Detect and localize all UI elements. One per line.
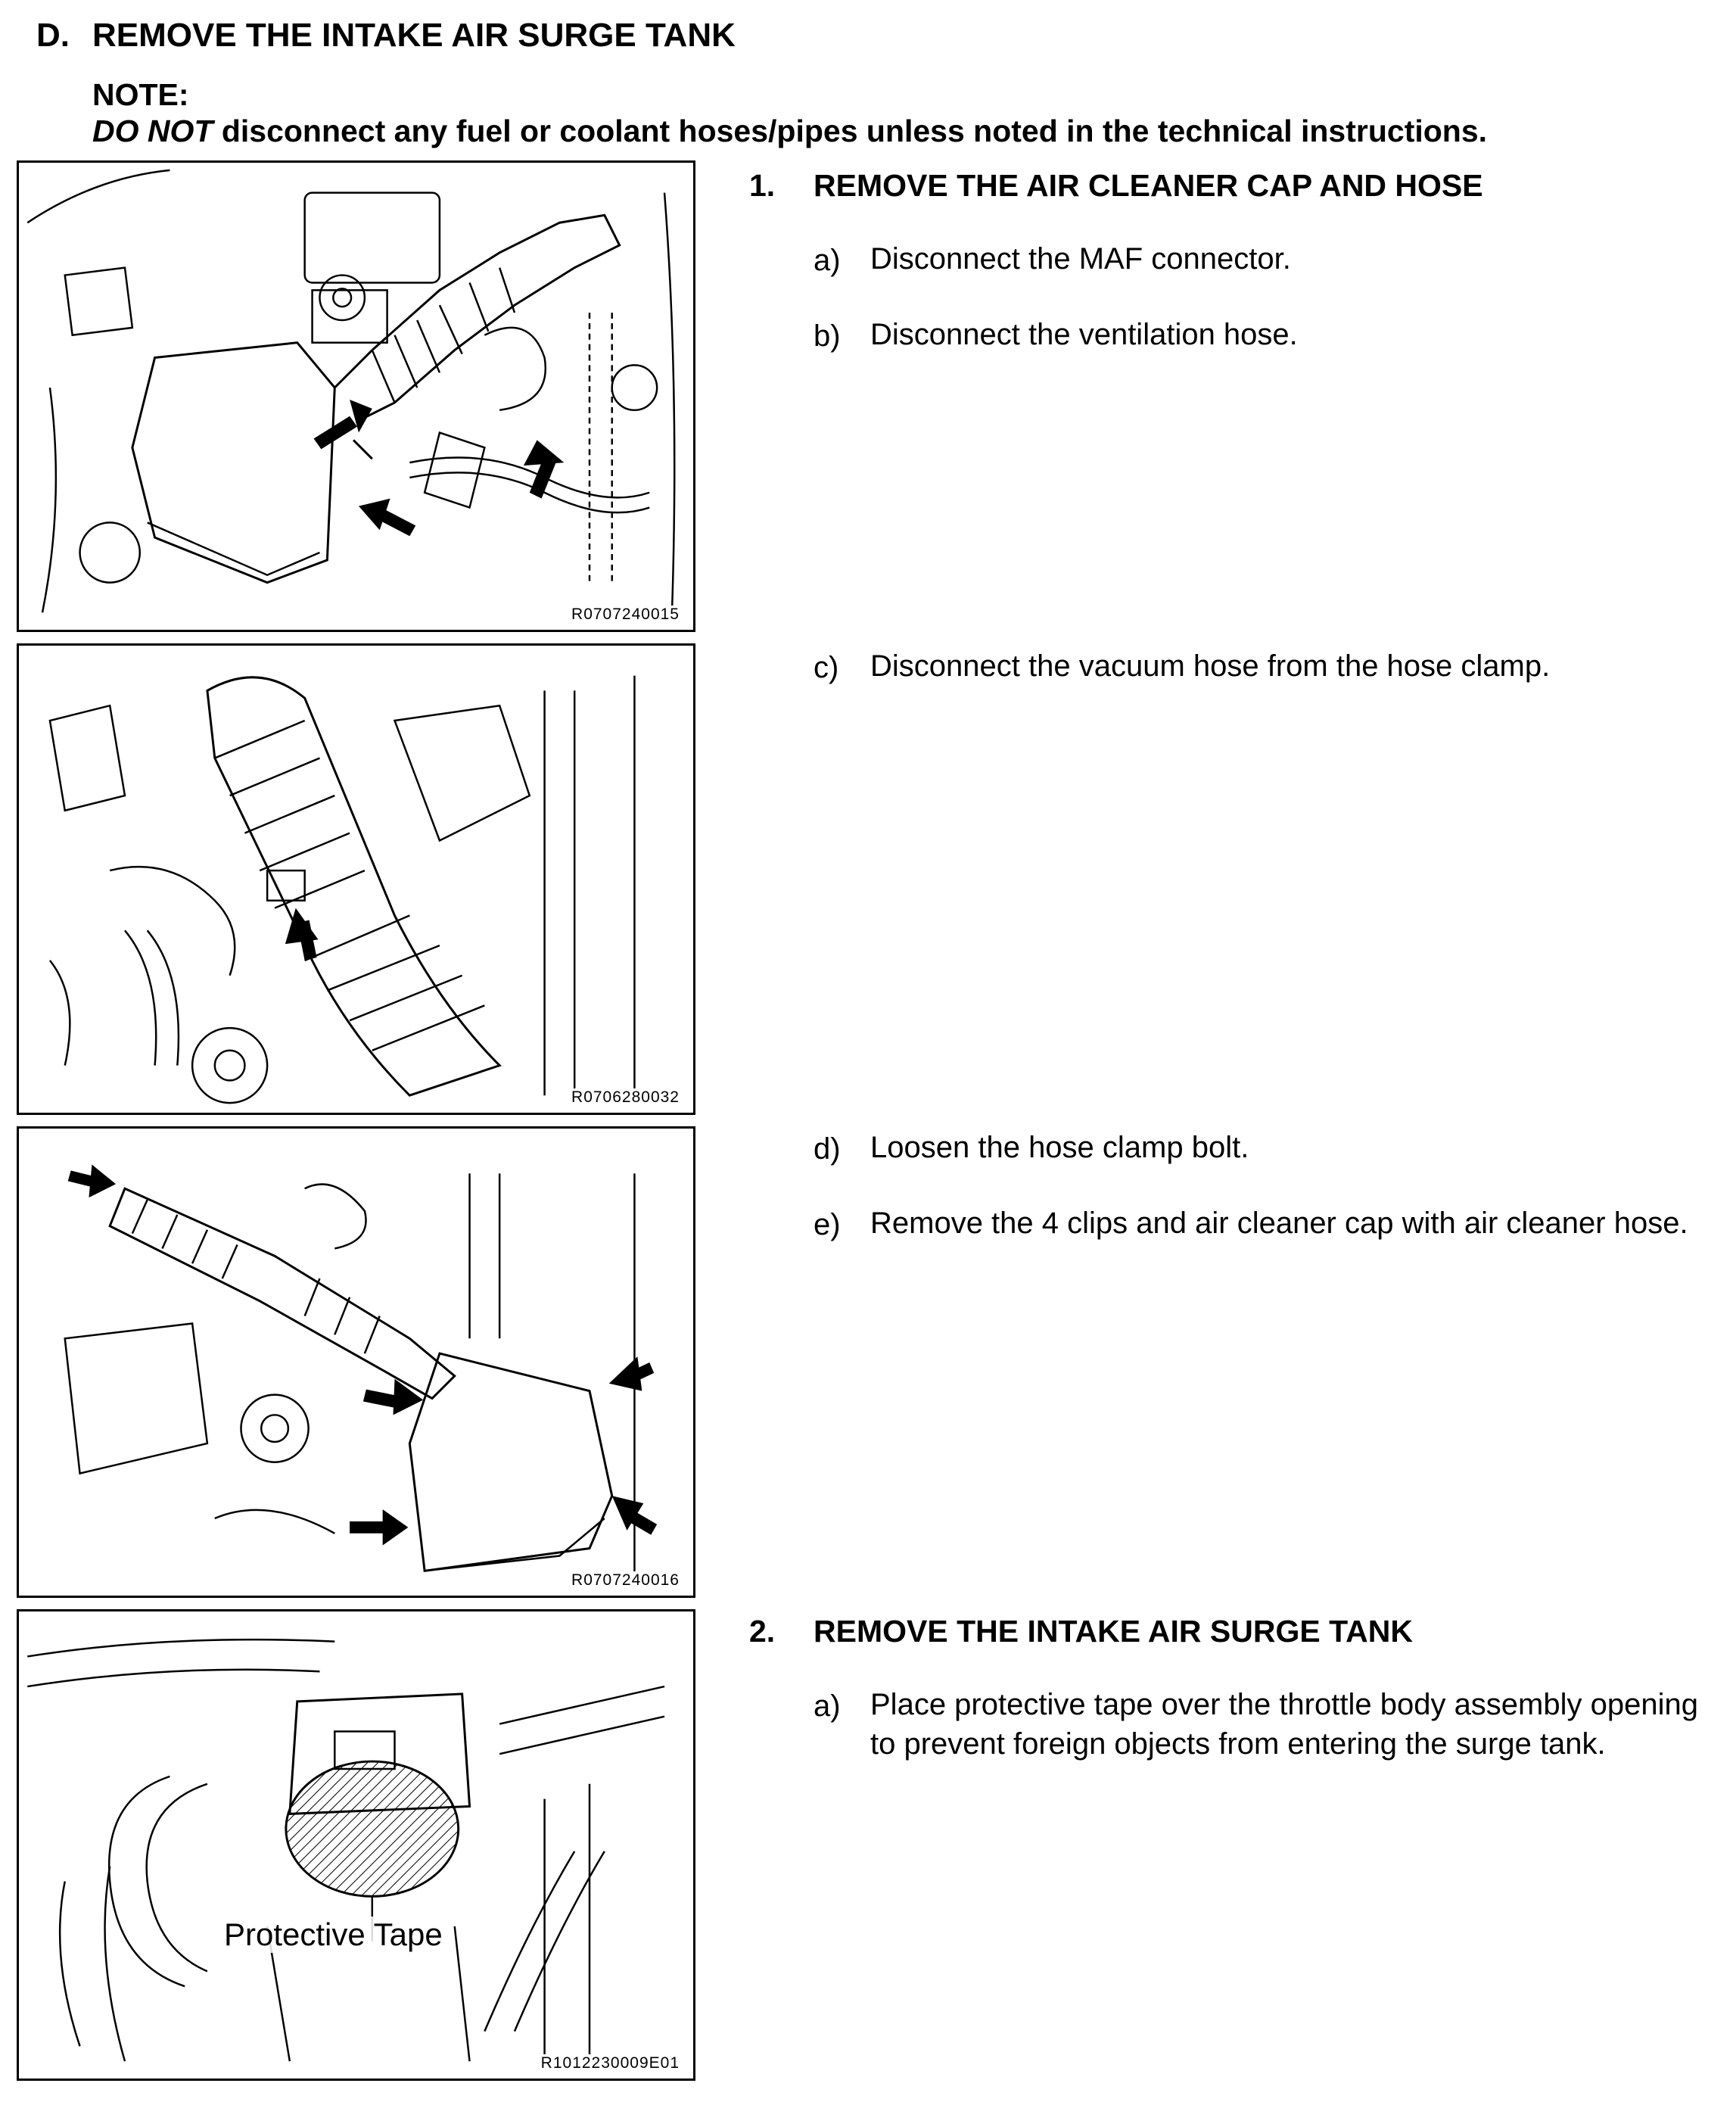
step-2a-text: Place protective tape over the throttle body assembly opening to prevent foreign objects from entering the surge tank. [870, 1688, 1698, 1761]
step-1e-marker: e) [814, 1208, 841, 1241]
step-1-title: REMOVE THE AIR CLEANER CAP AND HOSE [814, 168, 1483, 203]
engine-bay-illustration [19, 1129, 693, 1596]
figure-code: R1012230009E01 [538, 2054, 683, 2072]
step-1a-marker: a) [814, 244, 841, 277]
step-1d-marker: d) [814, 1132, 841, 1166]
figure-protective-tape [17, 1609, 695, 2081]
figure-hose-clamp-clips [17, 1126, 695, 1598]
note-label: NOTE: [92, 77, 189, 112]
note-emphasis: DO NOT [92, 114, 213, 148]
figure-code: R0706280032 [568, 1088, 683, 1107]
step-1b-text: Disconnect the ventilation hose. [870, 318, 1298, 351]
figure-code: R0707240015 [568, 606, 683, 624]
section-heading [36, 17, 736, 54]
section-title: REMOVE THE INTAKE AIR SURGE TANK [92, 17, 736, 54]
figure-code: R0707240016 [568, 1571, 683, 1590]
engine-bay-illustration [19, 646, 693, 1113]
figure-vacuum-hose [17, 643, 695, 1115]
step-2-number: 2. [749, 1614, 776, 1649]
step-1c-marker: c) [814, 651, 839, 684]
protective-tape-label: Protective Tape [219, 1917, 447, 1953]
engine-bay-illustration [19, 163, 693, 630]
step-1d-text: Loosen the hose clamp bolt. [870, 1131, 1249, 1164]
figure-air-cleaner-overview [17, 160, 695, 632]
step-2a-marker: a) [814, 1689, 841, 1723]
step-2-title: REMOVE THE INTAKE AIR SURGE TANK [814, 1614, 1413, 1649]
engine-bay-illustration [19, 1611, 693, 2079]
section-letter: D. [36, 17, 70, 54]
step-1-number: 1. [749, 168, 776, 203]
step-1c-text: Disconnect the vacuum hose from the hose clamp. [870, 649, 1551, 683]
step-1a-text: Disconnect the MAF connector. [870, 242, 1291, 276]
note-text [92, 114, 1487, 149]
step-1e-text: Remove the 4 clips and air cleaner cap with air cleaner hose. [870, 1207, 1688, 1240]
note-body: disconnect any fuel or coolant hoses/pipes unless noted in the technical instructions. [213, 114, 1488, 148]
step-1b-marker: b) [814, 319, 841, 353]
